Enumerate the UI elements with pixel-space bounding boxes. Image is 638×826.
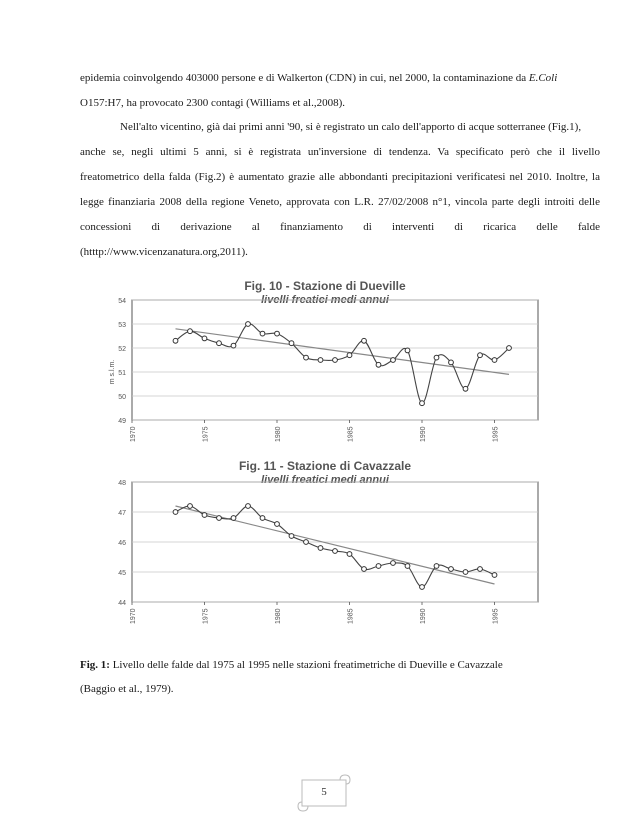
data-point — [217, 341, 222, 346]
x-tick-label: 1975 — [202, 426, 210, 442]
y-tick-label: 51 — [118, 370, 126, 377]
data-point — [347, 353, 352, 358]
data-point — [362, 567, 367, 572]
x-tick-label: 1970 — [130, 426, 137, 442]
y-tick-label: 54 — [118, 298, 126, 305]
data-point — [304, 540, 309, 545]
x-tick-label: 1995 — [492, 426, 500, 442]
data-point — [188, 504, 193, 509]
data-point — [376, 362, 381, 367]
chart-subtitle: livelli freatici medi annui — [261, 294, 389, 306]
x-tick-label: 1970 — [130, 608, 137, 624]
data-point — [405, 348, 410, 353]
paragraph-line-1: epidemia coinvolgendo 403000 persone e di Walkerton (CDN) in cui, nel 2000, la contaminazione da E.Coli — [80, 72, 558, 84]
data-point — [333, 549, 338, 554]
data-point — [434, 564, 439, 569]
data-point — [492, 358, 497, 363]
paragraph-line-5: freatometrico della falda (Fig.2) è aumentato grazie alle abbondanti precipitazioni verificatesi nel 2010. Inoltre, la — [80, 171, 600, 183]
data-point — [275, 331, 280, 336]
y-tick-label: 52 — [118, 346, 126, 353]
chart-title: Fig. 11 - Stazione di Cavazzale — [238, 459, 412, 473]
data-point — [463, 570, 468, 575]
figure-dueville — [110, 272, 540, 454]
data-point — [449, 360, 454, 365]
series-line — [176, 506, 495, 587]
caption-label: Fig. 1: — [80, 659, 110, 671]
data-point — [333, 358, 338, 363]
data-point — [231, 516, 236, 521]
y-axis-label: m s.l.m. — [109, 359, 116, 385]
cavazzale-chart — [110, 456, 540, 638]
data-point — [173, 338, 178, 343]
chart-subtitle: livelli freatici medi annui — [261, 474, 389, 486]
paragraph-line-6: legge finanziaria 2008 della regione Veneto, approvata con L.R. 27/02/2008 n°1, vincola parte degli introiti delle — [80, 196, 600, 208]
ecoli-italic: E.Coli — [528, 72, 558, 84]
data-point — [492, 573, 497, 578]
y-tick-label: 49 — [118, 418, 126, 425]
data-point — [318, 546, 323, 551]
x-tick-label: 1985 — [347, 426, 355, 442]
data-point — [391, 561, 396, 566]
x-tick-label: 1990 — [420, 426, 427, 442]
figure-caption: Fig. 1: Livello delle falde dal 1975 al 1995 nelle stazioni freatimetriche di Dueville e Cavazzale — [80, 659, 503, 671]
page-number-badge — [296, 774, 352, 812]
data-point — [362, 338, 367, 343]
data-point — [173, 510, 178, 515]
data-point — [260, 516, 265, 521]
y-tick-label: 45 — [118, 570, 126, 577]
paragraph-line-3: Nell'alto vicentino, già dai primi anni '90, si è registrato un calo dell'apporto di acque sotterranee (Fig.1), — [120, 121, 582, 133]
y-tick-label: 44 — [118, 600, 126, 607]
data-point — [289, 534, 294, 539]
y-tick-label: 47 — [118, 510, 126, 517]
data-point — [463, 386, 468, 391]
data-point — [188, 329, 193, 334]
chart-title: Fig. 10 - Stazione di Dueville — [244, 279, 406, 293]
data-point — [260, 331, 265, 336]
data-point — [420, 401, 425, 406]
data-point — [246, 504, 251, 509]
data-point — [478, 353, 483, 358]
data-point — [507, 346, 512, 351]
data-point — [202, 336, 207, 341]
figure-caption-line-2: (Baggio et al., 1979). — [80, 683, 174, 695]
data-point — [275, 522, 280, 527]
data-point — [405, 564, 410, 569]
figure-cavazzale — [110, 456, 540, 638]
paragraph-line-4: anche se, negli ultimi 5 anni, si è registrata un'inversione di tendenza. Va specificato però che il livello — [80, 146, 600, 158]
data-point — [420, 585, 425, 590]
data-point — [289, 341, 294, 346]
dueville-chart — [110, 272, 540, 454]
paragraph-line-8: (htttp://www.vicenzanatura.org,2011). — [80, 246, 248, 258]
x-tick-label: 1975 — [202, 608, 210, 624]
data-point — [449, 567, 454, 572]
data-point — [434, 355, 439, 360]
data-point — [217, 516, 222, 521]
y-tick-label: 46 — [118, 540, 126, 547]
data-point — [478, 567, 483, 572]
paragraph-line-7: concessioni di derivazione al finanziamento di interventi di ricarica delle falde — [80, 221, 600, 233]
x-tick-label: 1980 — [275, 608, 282, 624]
paragraph-line-2: O157:H7, ha provocato 2300 contagi (Williams et al.,2008). — [80, 97, 346, 109]
data-point — [231, 343, 236, 348]
y-tick-label: 48 — [118, 480, 126, 487]
page-number: 5 — [321, 786, 327, 798]
data-point — [376, 564, 381, 569]
data-point — [202, 513, 207, 518]
data-point — [347, 552, 352, 557]
x-tick-label: 1990 — [420, 608, 427, 624]
trend-line — [176, 329, 510, 375]
x-tick-label: 1995 — [492, 608, 500, 624]
y-tick-label: 53 — [118, 322, 126, 329]
data-point — [391, 358, 396, 363]
y-tick-label: 50 — [118, 394, 126, 401]
data-point — [304, 355, 309, 360]
x-tick-label: 1985 — [347, 608, 355, 624]
data-point — [246, 322, 251, 327]
data-point — [318, 358, 323, 363]
x-tick-label: 1980 — [275, 426, 282, 442]
